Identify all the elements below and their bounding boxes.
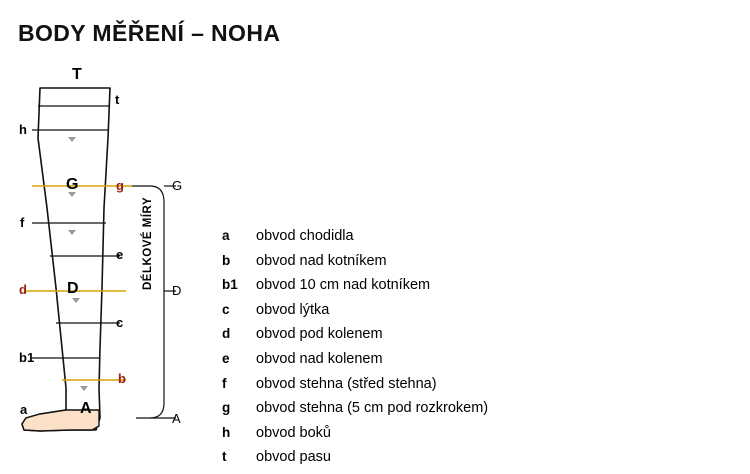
length-measures-label: DÉLKOVÉ MÍRY [142, 196, 154, 290]
legend-label: obvod pod kolenem [256, 326, 383, 343]
legend-label: obvod lýtka [256, 301, 330, 318]
marker-h: h [19, 122, 27, 137]
list-item [222, 277, 742, 302]
marker-f: f [20, 215, 25, 230]
legend-label: obvod stehna (střed stehna) [256, 375, 437, 392]
legend-label: obvod chodidla [256, 228, 354, 244]
list-item [222, 351, 742, 376]
marker-b: b [118, 371, 126, 386]
marker-A: A [80, 400, 92, 417]
legend-key: a [222, 228, 230, 243]
marker-a: a [20, 402, 28, 417]
legend-key: b [222, 252, 231, 268]
legend-label: obvod 10 cm nad kotníkem [256, 277, 431, 294]
marker-e: e [116, 247, 124, 262]
legend-list [222, 228, 742, 474]
scale-marker-A: A [172, 411, 181, 426]
marker-b1: b1 [19, 350, 35, 365]
legend-key: b1 [222, 277, 238, 293]
list-item [222, 449, 742, 474]
legend-label: obvod nad kolenem [256, 350, 383, 367]
legend-key: t [222, 449, 227, 465]
list-item [222, 376, 742, 401]
legend-key: g [222, 400, 231, 416]
legend-label: obvod nad kotníkem [256, 252, 387, 269]
leg-diagram [0, 58, 210, 441]
leg-diagram-svg [0, 58, 210, 441]
list-item [222, 228, 742, 253]
marker-T: T [72, 66, 82, 83]
legend-key: d [222, 326, 231, 342]
list-item [222, 425, 742, 450]
marker-G: G [66, 176, 79, 193]
list-item [222, 400, 742, 425]
marker-g: g [116, 178, 124, 193]
marker-d: d [19, 282, 27, 297]
legend-label: obvod pasu [256, 449, 331, 466]
marker-c: c [116, 315, 124, 330]
legend-key: c [222, 301, 230, 317]
list-item [222, 326, 742, 351]
legend-key: f [222, 375, 227, 391]
legend-label: obvod stehna (5 cm pod rozkrokem) [256, 400, 489, 417]
page-title: BODY MĚŘENÍ – NOHA [18, 20, 281, 46]
legend-key: e [222, 350, 230, 366]
list-item [222, 253, 742, 278]
legend-label: obvod boků [256, 424, 331, 441]
scale-marker-G: G [172, 178, 183, 193]
legend-key: h [222, 424, 231, 440]
scale-marker-D: D [172, 283, 182, 298]
marker-D: D [67, 280, 79, 297]
marker-t: t [115, 92, 120, 107]
list-item [222, 302, 742, 327]
